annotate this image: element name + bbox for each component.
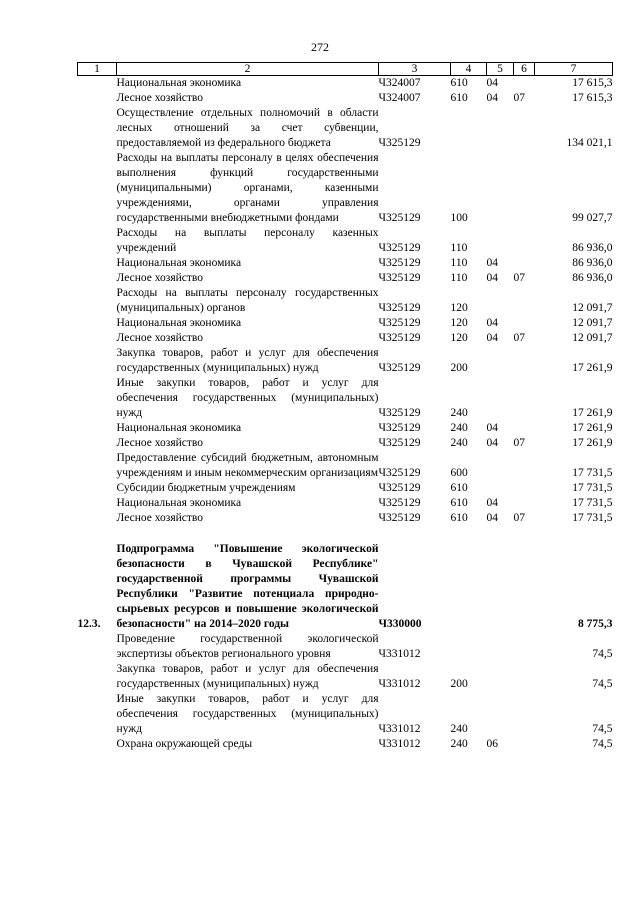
table-row [78,436,613,451]
section-code: 04 [486,77,498,89]
expense-name: Предоставление субсидий бюджетным, автономным учреждениям и иным некоммерческим организациям [116,452,379,479]
target-article-code: Ч325129 [378,497,421,509]
section-code: 06 [486,738,498,750]
subsection-code [514,496,535,511]
amount: 17 731,5 [572,482,613,494]
expense-type-code: 110 [450,242,468,254]
budget-table [77,62,613,752]
column-number-3: 3 [379,63,451,76]
section-code [487,542,514,632]
table-row [78,632,613,662]
expense-type-code: 110 [450,272,468,284]
subsection-code: 07 [513,272,525,284]
target-article-code: Ч325129 [378,512,421,524]
section-code [487,692,514,737]
section-code [487,481,514,496]
row-number [78,481,117,496]
target-article-code: Ч325129 [378,257,421,269]
row-number [78,256,117,271]
row-number [78,151,117,226]
table-row [78,481,613,496]
section-code [487,151,514,226]
row-number [78,692,117,737]
amount: 86 936,0 [572,272,613,284]
amount: 134 021,1 [566,137,613,149]
table-row [78,226,613,256]
table-row [78,692,613,737]
section-code [487,662,514,692]
expense-name: Национальная экономика [116,257,242,269]
expense-name: Лесное хозяйство [116,437,204,449]
amount: 86 936,0 [572,242,613,254]
table-row [78,421,613,436]
target-article-code: Ч324007 [378,77,421,89]
amount: 86 936,0 [572,257,613,269]
table-body [78,76,613,753]
section-code [487,376,514,421]
amount: 17 261,9 [572,407,613,419]
expense-type-code [451,542,487,632]
table-row [78,331,613,346]
expense-type-code: 120 [450,332,468,344]
amount: 17 261,9 [572,437,613,449]
row-number [78,632,117,662]
amount: 17 731,5 [572,512,613,524]
target-article-code: Ч331012 [378,738,421,750]
row-number [78,106,117,151]
section-code [487,346,514,376]
subsection-code [514,692,535,737]
expense-name: Субсидии бюджетным учреждениям [116,482,296,494]
section-code [487,226,514,256]
expense-name: Национальная экономика [116,422,242,434]
section-code [487,286,514,316]
amount: 8 775,3 [578,618,613,630]
table-row [78,271,613,286]
expense-name: Расходы на выплаты персоналу в целях обеспечения выполнения функций государственными (муниципальными) органами, казенными учреждениями, органами управления государственными внебюджетными фондами [116,152,379,224]
expense-type-code: 200 [450,362,468,374]
expense-name: Национальная экономика [116,317,242,329]
subsection-code [514,106,535,151]
section-code: 04 [486,437,498,449]
subsection-code [514,256,535,271]
expense-type-code: 100 [450,212,468,224]
section-code: 04 [486,257,498,269]
row-number [78,226,117,256]
subsection-code [514,421,535,436]
row-number [78,91,117,106]
expense-type-code: 610 [450,512,468,524]
expense-type-code: 240 [450,437,468,449]
target-article-code: Ч325129 [378,362,421,374]
subsection-code [514,376,535,421]
column-number-1: 1 [78,63,117,76]
amount: 12 091,7 [572,332,613,344]
subsection-code [514,737,535,752]
subsection-code: 07 [513,332,525,344]
section-code [487,106,514,151]
table-row [78,286,613,316]
target-article-code: Ч325129 [378,422,421,434]
subsection-code [514,316,535,331]
row-number [78,271,117,286]
expense-name: Охрана окружающей среды [116,738,253,750]
amount: 74,5 [592,738,613,750]
expense-name: Расходы на выплаты персоналу государственных (муниципальных) органов [116,287,379,314]
column-number-row [78,63,613,76]
target-article-code: Ч325129 [378,482,421,494]
expense-type-code: 120 [450,317,468,329]
section-code: 04 [486,497,498,509]
subsection-code [514,151,535,226]
amount: 17 731,5 [572,497,613,509]
table-row [78,737,613,752]
expense-name: Осуществление отдельных полномочий в области лесных отношений за счет субвенции, предоставляемой из федерального бюджета [116,107,379,149]
table-row [78,316,613,331]
amount: 17 615,3 [572,92,613,104]
expense-name: Иные закупки товаров, работ и услуг для обеспечения государственных (муниципальных) нужд [116,377,379,419]
target-article-code: Ч325129 [378,212,421,224]
target-article-code: Ч325129 [378,467,421,479]
subsection-code: 07 [513,512,525,524]
row-number [78,737,117,752]
expense-type-code [451,106,487,151]
subsection-code [514,226,535,256]
expense-type-code: 610 [450,77,468,89]
amount: 99 027,7 [572,212,613,224]
target-article-code: Ч325129 [378,332,421,344]
section-code: 04 [486,272,498,284]
expense-name: Национальная экономика [116,77,242,89]
expense-type-code: 240 [450,407,468,419]
section-code [487,451,514,481]
row-number [78,76,117,92]
row-number [78,286,117,316]
amount: 74,5 [592,648,613,660]
amount: 12 091,7 [572,317,613,329]
spacer-row [78,526,613,542]
target-article-code: Ч325129 [378,437,421,449]
table-row [78,106,613,151]
row-number [78,511,117,526]
expense-name: Лесное хозяйство [116,272,204,284]
table-row [78,346,613,376]
column-number-7: 7 [535,63,613,76]
table-row [78,662,613,692]
column-number-4: 4 [451,63,487,76]
expense-type-code: 240 [450,422,468,434]
subsection-code [514,632,535,662]
expense-type-code: 240 [450,738,468,750]
subsection-code [514,346,535,376]
row-number [78,451,117,481]
table-row [78,451,613,481]
target-article-code: Ч330000 [378,618,422,630]
row-number [78,662,117,692]
amount: 74,5 [592,678,613,690]
expense-name: Закупка товаров, работ и услуг для обеспечения государственных (муниципальных) нужд [116,347,379,374]
subsection-code [514,76,535,92]
expense-type-code: 610 [450,92,468,104]
column-number-6: 6 [514,63,535,76]
expense-type-code: 110 [450,257,468,269]
target-article-code: Ч331012 [378,648,421,660]
spacer-cell [78,526,613,542]
target-article-code: Ч325129 [378,317,421,329]
expense-type-code: 240 [450,723,468,735]
amount: 17 731,5 [572,467,613,479]
subsection-code [514,542,535,632]
row-number [78,421,117,436]
target-article-code: Ч325129 [378,272,421,284]
section-code: 04 [486,512,498,524]
expense-name: Закупка товаров, работ и услуг для обеспечения государственных (муниципальных) нужд [116,663,379,690]
expense-name: Иные закупки товаров, работ и услуг для обеспечения государственных (муниципальных) нужд [116,693,379,735]
row-number [78,376,117,421]
expense-name: Проведение государственной экологической экспертизы объектов регионального уровня [116,633,379,660]
section-code: 04 [486,422,498,434]
table-row [78,76,613,92]
expense-type-code: 600 [450,467,468,479]
subsection-code [514,451,535,481]
amount: 74,5 [592,723,613,735]
expense-name: Лесное хозяйство [116,332,204,344]
expense-type-code: 120 [450,302,468,314]
row-number: 12.3. [77,618,101,630]
amount: 12 091,7 [572,302,613,314]
target-article-code: Ч331012 [378,678,421,690]
target-article-code: Ч325129 [378,407,421,419]
target-article-code: Ч325129 [378,242,421,254]
subsection-code: 07 [513,92,525,104]
page-number: 272 [311,40,329,54]
subsection-code [514,286,535,316]
amount: 17 261,9 [572,362,613,374]
expense-name: Лесное хозяйство [116,92,204,104]
expense-type-code [451,632,487,662]
amount: 17 615,3 [572,77,613,89]
section-code: 04 [486,317,498,329]
target-article-code: Ч324007 [378,92,421,104]
row-number [78,316,117,331]
subsection-code [514,662,535,692]
row-number [78,346,117,376]
section-code [487,632,514,662]
expense-name: Национальная экономика [116,497,242,509]
row-number [78,436,117,451]
table-row [78,151,613,226]
target-article-code: Ч331012 [378,723,421,735]
expense-name: Подпрограмма "Повышение экологической безопасности в Чувашской Республике" государственной программы Чувашской Республики "Развитие потенциала природно-сырьевых ресурсов и повышение экологической безопасности" на 2014–2020 годы [116,543,379,630]
row-number [78,331,117,346]
row-number [78,496,117,511]
target-article-code: Ч325129 [378,302,421,314]
table-row [78,496,613,511]
table-row [78,91,613,106]
subsection-code [514,481,535,496]
table-row [78,256,613,271]
expense-type-code: 200 [450,678,468,690]
expense-name: Лесное хозяйство [116,512,204,524]
expense-type-code: 610 [450,497,468,509]
subsection-code: 07 [513,437,525,449]
column-number-5: 5 [487,63,514,76]
target-article-code: Ч325129 [378,137,421,149]
subprogram-row [78,542,613,632]
section-code: 04 [486,332,498,344]
expense-type-code: 610 [450,482,468,494]
column-number-2: 2 [117,63,379,76]
table-row [78,376,613,421]
section-code: 04 [486,92,498,104]
table-row [78,511,613,526]
expense-name: Расходы на выплаты персоналу казенных учреждений [116,227,379,254]
amount: 17 261,9 [572,422,613,434]
